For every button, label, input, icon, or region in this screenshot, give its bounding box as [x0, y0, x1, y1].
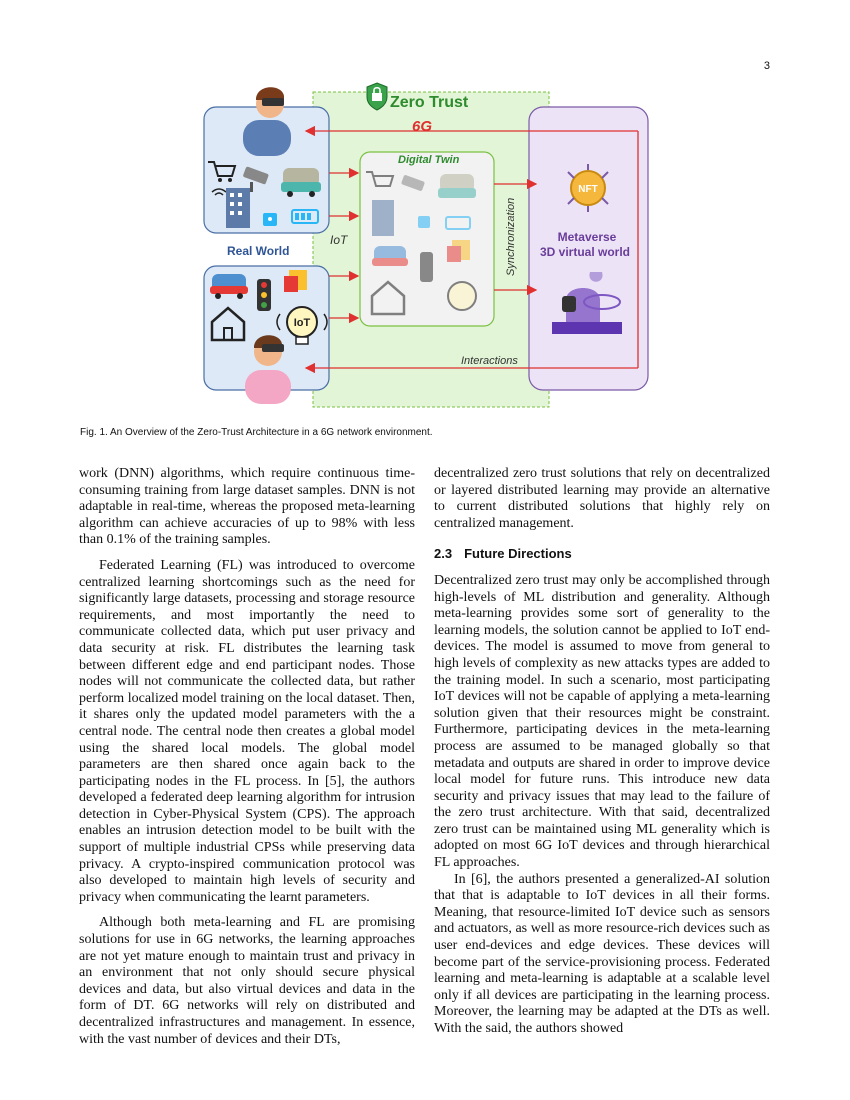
building-icon	[226, 188, 250, 228]
metaverse-label: Metaverse	[557, 230, 617, 244]
paragraph: In [6], the authors presented a generalized-AI solution that that is adaptable to IoT devices in all their forms. Meaning, that resource-limited IoT device such as sensors and actuators, as well as more resource-rich devices such as user end-devices and edge devices. These devices will become part of the service-provisioning process. Federated learning and meta-learning is adaptable at a scalable level only if all devices are participating in the learning process. Moreover, the learning may be adapted at the DTs as well. With the said, the authors showed	[434, 871, 770, 1036]
digital-twin-label: Digital Twin	[398, 154, 460, 166]
synchronization-label: Synchronization	[505, 197, 517, 276]
paragraph: decentralized zero trust solutions that rely on decentralized or layered distributed learning may provide an alternative to current distributed solutions that highly rely on centralized management.	[434, 466, 770, 531]
figure-caption: Fig. 1. An Overview of the Zero-Trust Architecture in a 6G network environment.	[80, 427, 433, 438]
lock-icon	[263, 213, 277, 226]
paragraph: Decentralized zero trust may only be accomplished through high-levels of ML distribution and generality. Although meta-learning provides some sort of generality to the learning models, the solution cannot be applied to IoT end-devices. The model is assumed to move from general to high levels of complexity as new attacks types are added to the training model. In such a scenario, most participating IoT devices will not be capable of applying a meta-learning solution given that their resources might be constraint. Furthermore, participating devices in the meta-learning process are assumed to be managed globally so that metadata and outputs are shared in order to improve device local model for future runs. This introduce new data security and privacy issues that may lead to the failure of the zero trust architecture. With that said, decentralized zero trust can be maintained using ML generality which is adopted on most 6G IoT devices and through hierarchical FL approaches.	[434, 572, 770, 871]
section-title: Future Directions	[464, 546, 572, 562]
svg-text:IoT: IoT	[293, 317, 311, 329]
traffic-light-icon	[257, 279, 271, 311]
section-number: 2.3	[434, 546, 453, 562]
network-6g-label: 6G	[412, 118, 433, 135]
metaverse-subtitle: 3D virtual world	[539, 245, 631, 259]
svg-text:NFT: NFT	[578, 184, 598, 195]
page-number: 3	[763, 60, 770, 72]
interactions-label: Interactions	[461, 355, 518, 367]
right-column	[434, 466, 770, 1038]
paragraph: Federated Learning (FL) was introduced to overcome centralized learning shortcomings such as the need for significantly large datasets, processing and storage resource requirements, and most importantly the need to communicate collected data, which put user privacy and data security at risk. FL distributes the learning task between different edge and end participant nodes. Those nodes will not communicate the collected data, but rather perform localized model training on the local dataset. Then, it shares only the updated model parameters with the a central node. The central node then creates a global model using the shared local models. The global model parameters are then shared once again back to the participating nodes in the FL process. In [5], the authors developed a federated deep learning algorithm for intrusion detection in Cyber-Physical System (CPS). The approach enables an intrusion detection model to be built with the support of multiple industrial CPSs while preserving data privacy. A crypto-inspired communication protocol was also developed to maintain high levels of security and privacy when communicating the learnt parameters.	[79, 557, 415, 905]
iot-link-label: IoT	[330, 233, 348, 247]
section-heading	[434, 546, 770, 563]
left-column	[79, 466, 415, 1048]
real-world-label: Real World	[227, 244, 290, 258]
paragraph: Although both meta-learning and FL are promising solutions for use in 6G networks, the learning approaches are not yet mature enough to maintain trust and privacy in an environment that not only should secure physical devices and data, but also virtual devices and data in the form of DT. 6G networks will rely on distributed and decentralized infrastructures and management. In essence, with the vast number of devices and their DTs,	[79, 915, 415, 1047]
figure-zero-trust-architecture	[0, 0, 850, 420]
zero-trust-label: Zero Trust	[390, 94, 469, 111]
paragraph: work (DNN) algorithms, which require continuous time-consuming training from large dataset samples. DNN is not adaptable in real-time, whereas the proposed meta-learning algorithm can achieve accuracies of up to 98% with less than 0.1% of the training samples.	[79, 466, 415, 548]
